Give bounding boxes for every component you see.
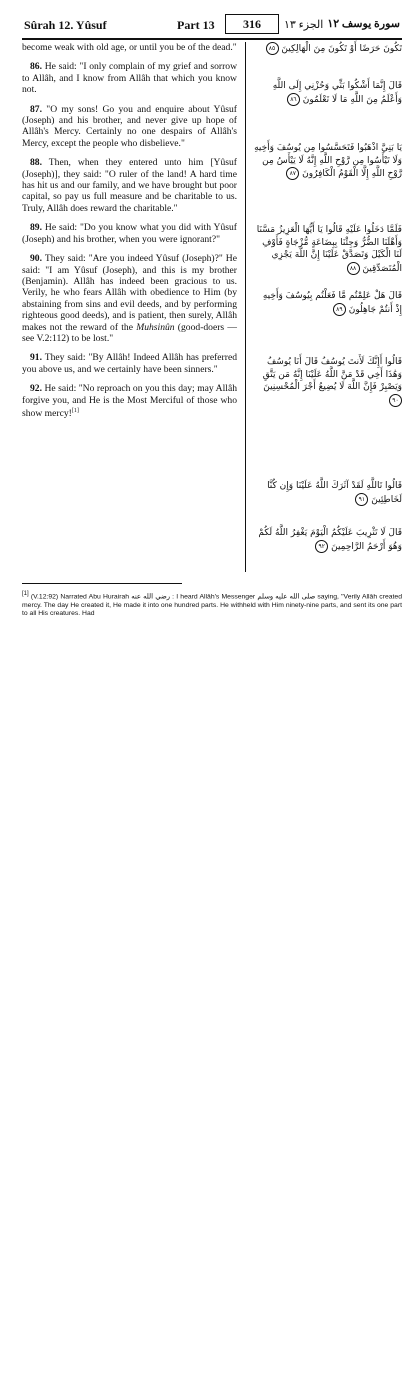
juz-label-arabic: الجزء ١٣ — [284, 19, 324, 31]
verse-87: 87. "O my sons! Go you and enquire about Yûsuf (Joseph) and his brother, and never give up hope of Allâh's Mercy. Certainly no one despairs of Allâh's Mercy, except the people who disbelieve." — [22, 103, 237, 149]
verse-90: 90. They said: "Are you indeed Yûsuf (Joseph)?" He said: "I am Yûsuf (Joseph), and this is my brother (Benjamin). Allâh has indeed been gracious to us. Verily, he who fears Allâh with obedience to Him (by abstaining from sins and evil deeds, and by performing righteous good deeds), and is patient, then surely, Allâh makes not the reward of the Muhsinûn (good-doers — see V.2:112) to be lost." — [22, 253, 237, 344]
arabic-verse-88: فَلَمَّا دَخَلُوا عَلَيْهِ قَالُوا يَا أَيُّهَا الْعَزِيزُ مَسَّنَا وَأَهْلَنَا الضُّرُّ وَجِئْنَا بِبِضَاعَةٍ مُّزْجَاةٍ فَأَوْفِ لَنَا الْكَيْلَ وَتَصَدَّقْ عَلَيْنَا إِنَّ اللَّهَ يَجْزِي الْمُتَصَدِّقِينَ ٨٨ — [256, 225, 402, 274]
arabic-verse-89: قَالَ هَلْ عَلِمْتُم مَّا فَعَلْتُم بِيُوسُفَ وَأَخِيهِ إِذْ أَنتُمْ جَاهِلُونَ ٨٩ — [262, 291, 402, 315]
arabic-verse-86: قَالَ إِنَّمَا أَشْكُوا بَثِّي وَحُزْنِي إِلَى اللَّهِ وَأَعْلَمُ مِنَ اللَّهِ مَا لَا تَعْلَمُونَ ٨٦ — [272, 81, 402, 105]
arabic-verse-85: تَكُونَ حَرَضًا أَوْ تَكُونَ مِنَ الْهَالِكِينَ ٨٥ — [254, 42, 402, 56]
ayah-number-marker: ٨٥ — [266, 42, 279, 55]
arabic-verse-87: يَا بَنِيَّ اذْهَبُوا فَتَحَسَّسُوا مِن يُوسُفَ وَأَخِيهِ وَلَا تَيْأَسُوا مِن رَّوْحِ اللَّهِ إِنَّهُ لَا يَيْأَسُ مِن رَّوْحِ اللَّهِ إِلَّا الْقَوْمُ الْكَافِرُونَ ٨٧ — [254, 143, 402, 179]
ayah-number-marker: ٩٠ — [389, 394, 402, 407]
footnote — [22, 590, 402, 618]
ayah-number-marker: ٨٨ — [347, 262, 360, 275]
surah-title-arabic: سورة يوسف ١٢ — [327, 18, 400, 30]
page-header — [22, 12, 402, 40]
arabic-verse-91: قَالُوا تَاللَّهِ لَقَدْ آثَرَكَ اللَّهُ عَلَيْنَا وَإِن كُنَّا لَخَاطِئِينَ ٩١ — [267, 481, 402, 505]
arabic-verse-90: قَالُوا أَإِنَّكَ لَأَنتَ يُوسُفُ قَالَ أَنَا يُوسُفُ وَهَٰذَا أَخِي قَدْ مَنَّ اللَّهُ عَلَيْنَا إِنَّهُ مَن يَتَّقِ وَيَصْبِرْ فَإِنَّ اللَّهَ لَا يُضِيعُ أَجْرَ الْمُحْسِنِينَ ٩٠ — [254, 356, 402, 407]
ayah-number-marker: ٨٦ — [287, 93, 300, 106]
footnote-ref[interactable]: [1] — [71, 407, 79, 414]
verse-text-85-end: become weak with old age, or until you be of the dead." — [22, 42, 237, 53]
english-translation — [22, 42, 237, 428]
verse-91: 91. They said: "By Allâh! Indeed Allâh has preferred you above us, and we certainly have been sinners." — [22, 352, 237, 375]
verse-89: 89. He said: "Do you know what you did with Yûsuf (Joseph) and his brother, when you were ignorant?" — [22, 222, 237, 245]
page-number: 316 — [225, 14, 279, 34]
verse-columns — [22, 42, 402, 572]
verse-86: 86. He said: "I only complain of my grief and sorrow to Allâh, and I know from Allâh that which you know not. — [22, 61, 237, 96]
ayah-number-marker: ٨٧ — [286, 167, 299, 180]
footnote-rule — [22, 583, 182, 584]
arabic-verse-92: قَالَ لَا تَثْرِيبَ عَلَيْكُمُ الْيَوْمَ يَغْفِرُ اللَّهُ لَكُمْ وَهُوَ أَرْحَمُ الرَّاحِمِينَ ٩٢ — [258, 528, 402, 552]
verse-88: 88. Then, when they entered unto him [Yûsuf (Joseph)], they said: "O ruler of the land! A hard time has hit us and our family, and we have brought but poor capital, so pay us full measure and be charitable to us. Truly, Allâh does reward the charitable." — [22, 157, 237, 214]
footnote-text: (V.12:92) Narrated Abu Hurairah رضي الله عنه : I heard Allâh's Messenger صلى الله عليه وسلم saying, "Verily Allâh created mercy. The day He created it, He made it into one hundred parts. He withheld with Him ninety-nine parts, and sent its one part to all His creatures. Had — [22, 593, 402, 618]
footnote-marker: [1] — [22, 591, 29, 597]
part-label: Part 13 — [177, 18, 215, 32]
column-divider — [245, 42, 246, 572]
ayah-number-marker: ٩٢ — [315, 540, 328, 553]
surah-title: Sûrah 12. Yûsuf — [24, 18, 107, 32]
verse-92: 92. He said: "No reproach on you this day; may Allâh forgive you, and He is the Most Merciful of those who show mercy![1] — [22, 383, 237, 420]
ayah-number-marker: ٩١ — [355, 493, 368, 506]
ayah-number-marker: ٨٩ — [333, 303, 346, 316]
